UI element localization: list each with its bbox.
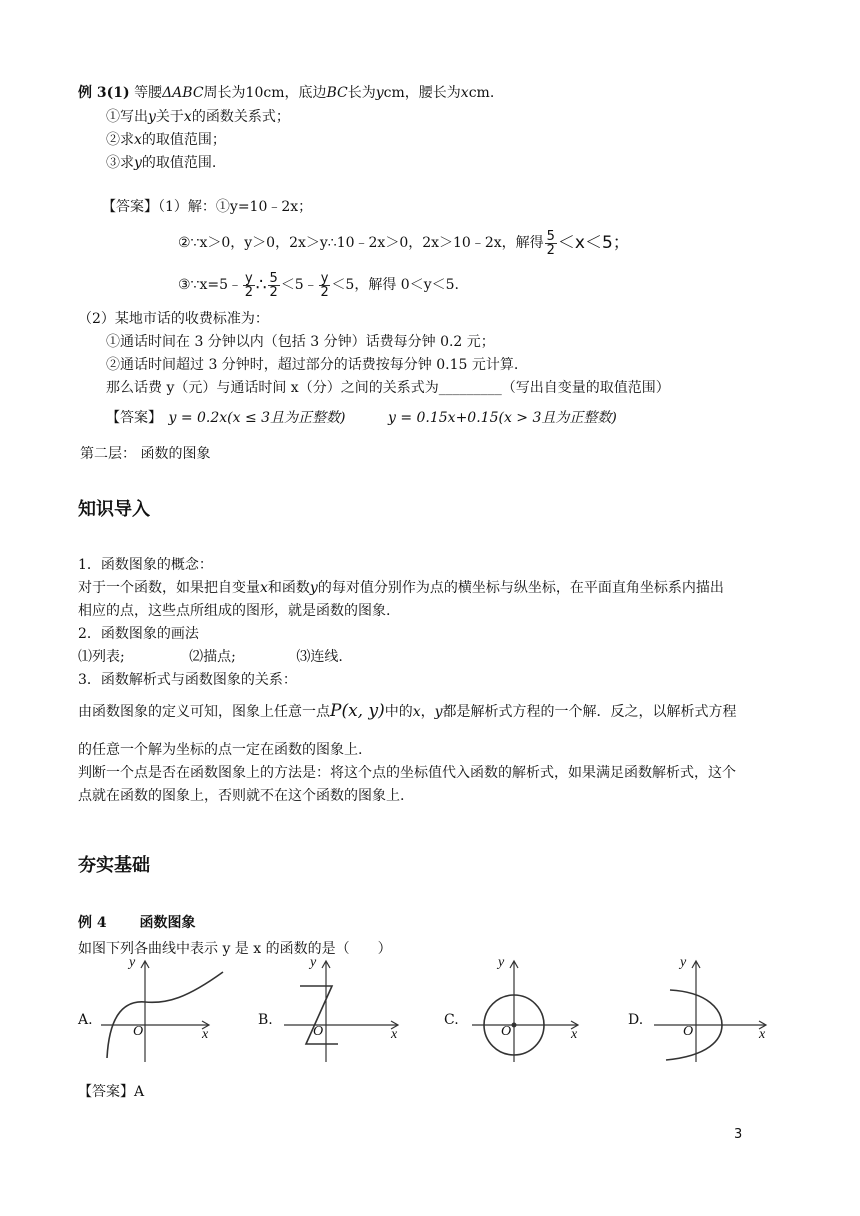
relation-text: 由函数图象的定义可知，图象上任意一点P(x, y)中的x，y都是解析式方程的一个解．反之，以解析式方程 [78, 701, 737, 721]
ans1-line2: ②∵x＞0，y＞0，2x＞y∴10﹣2x＞0，2x＞10﹣2x，解得 $\frac{5}{2}$ ＜x＜5； [178, 228, 630, 258]
fraction: $\frac{5}{2}$ [269, 270, 278, 300]
page-number: 3 [734, 1127, 743, 1142]
graph-b-y-label: y [310, 955, 317, 970]
concept-text: 对于一个函数，如果把自变量x和函数y的每对值分别作为点的横坐标与纵坐标，在平面直角坐标系内描出 [78, 580, 724, 596]
concept-text-cont: 相应的点，这些点所组成的图形，就是函数的图象. [78, 603, 391, 619]
graph-d-origin: O [683, 1024, 694, 1039]
judge-text-cont: 点就在函数的图象上，否则就不在这个函数的图象上. [78, 788, 405, 804]
graph-b [280, 955, 410, 1062]
part2-question: 那么话费 y（元）与通话时间 x（分）之间的关系式为_________（写出自变量的取值范围） [106, 380, 670, 396]
option-d-label: D. [628, 1012, 644, 1028]
concept-title: 1．函数图象的概念： [78, 557, 213, 573]
ex4-question: 如图下列各曲线中表示 y 是 x 的函数的是（ ） [78, 941, 392, 957]
fraction: $\frac{y}{2}$ [244, 270, 253, 300]
relation-title: 3．函数解析式与函数图象的关系： [78, 672, 297, 688]
graph-c-x-label: x [571, 1027, 578, 1042]
method-title: 2．函数图象的画法 [78, 626, 199, 642]
judge-text: 判断一个点是否在函数图象上的方法是：将这个点的坐标值代入函数的解析式，如果满足函数解析式，这个 [78, 765, 736, 781]
part2-title: （2）某地市话的收费标准为： [78, 311, 269, 327]
fraction: $\frac{y}{2}$ [320, 270, 329, 300]
graph-c-y-label: y [498, 955, 505, 970]
answer-formula-1: y = 0.2x(x ≤ 3且为正整数) [168, 410, 346, 426]
graph-b-svg [280, 958, 410, 1062]
graph-c [468, 955, 588, 1062]
option-a-label: A. [78, 1012, 93, 1028]
method-steps: ⑴列表; ⑵描点; ⑶连线. [78, 649, 343, 665]
option-b-label: B. [258, 1012, 273, 1028]
graph-c-origin: O [501, 1024, 512, 1039]
graph-c-svg [468, 958, 588, 1062]
section-heading-intro: 知识导入 [78, 499, 150, 520]
graph-b-origin: O [313, 1024, 324, 1039]
layer-title: 第二层： 函数的图象 [80, 446, 211, 462]
graph-a-svg [95, 958, 225, 1062]
graph-b-x-label: x [391, 1027, 398, 1042]
ex3-q3: ③求y的取值范围. [106, 155, 217, 171]
part2-item1: ①通话时间在 3 分钟以内（包括 3 分钟）话费每分钟 0.2 元； [106, 334, 495, 350]
relation-text-cont: 的任意一个解为坐标的点一定在函数的图象上. [78, 742, 363, 758]
part2-item2: ②通话时间超过 3 分钟时，超过部分的话费按每分钟 0.15 元计算. [106, 357, 519, 373]
graph-a-y-label: y [129, 955, 136, 970]
graph-d-x-label: x [759, 1027, 766, 1042]
ex4-header: 例 4 函数图象 [78, 915, 196, 931]
ex3-title: 例 3(1) [78, 85, 130, 101]
ex4-answer: 【答案】A [78, 1084, 145, 1100]
answer-formula-2: y = 0.15x+0.15(x > 3且为正整数) [387, 410, 617, 426]
graph-d [650, 955, 775, 1062]
graph-a-x-label: x [202, 1027, 209, 1042]
ans1-line3: ③∵x=5﹣ $\frac{y}{2}$ ∴ $\frac{5}{2}$ ＜5﹣ $\frac{y}{2}$ ＜5，解得 0＜y＜5. [178, 270, 459, 300]
graph-a [95, 955, 225, 1062]
ex3-intro: 例 3(1) 等腰ΔABC周长为10cm，底边BC长为ycm，腰长为xcm. [78, 85, 495, 101]
graph-d-y-label: y [680, 955, 687, 970]
ans1-line1: 【答案】（1）解：①y=10﹣2x； [102, 199, 313, 215]
graph-a-origin: O [133, 1024, 144, 1039]
part2-answer: 【答案】 y = 0.2x(x ≤ 3且为正整数) y = 0.15x+0.15(x > 3且为正整数) [106, 410, 617, 426]
ex3-q1: ①写出y关于x的函数关系式； [106, 109, 290, 125]
fraction: $\frac{5}{2}$ [546, 228, 555, 258]
section-heading-basics: 夯实基础 [78, 855, 150, 876]
ex3-q2: ②求x的取值范围； [106, 132, 226, 148]
option-c-label: C. [444, 1012, 459, 1028]
graph-d-svg [650, 958, 775, 1062]
